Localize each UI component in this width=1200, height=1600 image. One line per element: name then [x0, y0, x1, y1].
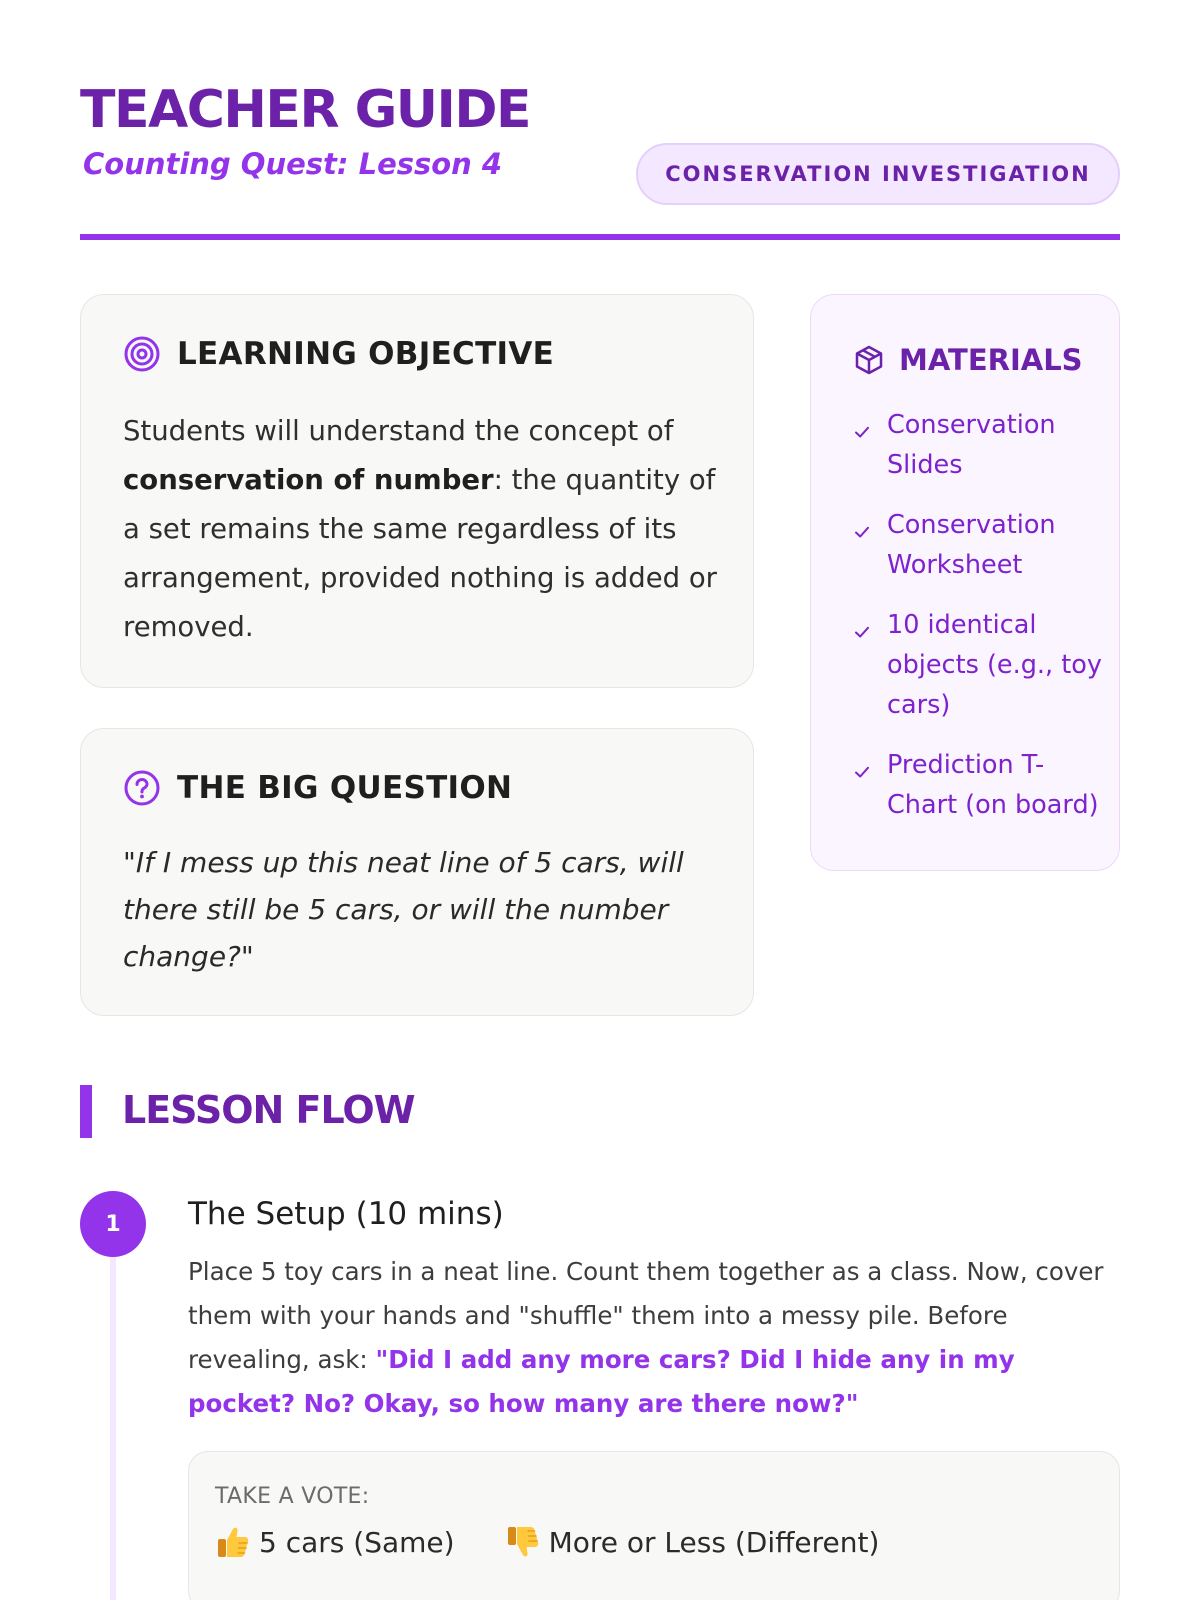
list-item	[853, 405, 1113, 485]
question-icon	[123, 769, 161, 807]
lesson-flow-heading: LESSON FLOW	[122, 1088, 415, 1132]
check-icon	[853, 413, 873, 453]
objective-key-term: conservation of number	[123, 464, 494, 496]
material-label: Conservation Worksheet	[887, 510, 1056, 580]
material-label: 10 identical objects (e.g., toy cars)	[887, 610, 1102, 720]
vote-option-same	[215, 1524, 455, 1560]
vote-box	[188, 1451, 1120, 1600]
objective-text-start: Students will understand the concept of	[123, 415, 674, 447]
vote-option-label: More or Less (Different)	[548, 1525, 880, 1559]
big-question-card	[80, 728, 754, 1016]
vote-option-label: 5 cars (Same)	[259, 1525, 455, 1559]
section-accent-bar	[80, 1085, 92, 1138]
check-icon	[853, 513, 873, 553]
vote-label: TAKE A VOTE:	[215, 1484, 370, 1509]
step-number-badge: 1	[80, 1191, 146, 1257]
check-icon	[853, 753, 873, 793]
lesson-subtitle: Counting Quest: Lesson 4	[83, 147, 503, 181]
materials-card	[810, 294, 1120, 871]
material-label: Conservation Slides	[887, 410, 1056, 480]
materials-header	[853, 343, 1083, 377]
objective-text-end: : the quantity of a set remains the same regardless of its arrangement, provided nothing is added or removed.	[123, 464, 717, 643]
list-item	[853, 505, 1113, 585]
big-question-header	[123, 769, 512, 807]
package-icon	[853, 344, 885, 376]
check-icon	[853, 613, 873, 653]
learning-objective-header	[123, 335, 554, 373]
learning-objective-text	[123, 407, 723, 652]
list-item	[853, 605, 1113, 725]
step-description	[188, 1250, 1120, 1426]
thumbs-up-icon	[215, 1524, 251, 1560]
learning-objective-card	[80, 294, 754, 688]
materials-list	[853, 405, 1113, 845]
big-question-text: "If I mess up this neat line of 5 cars, will there still be 5 cars, or will the number change?"	[123, 846, 684, 973]
target-icon	[123, 335, 161, 373]
topic-badge: CONSERVATION INVESTIGATION	[636, 143, 1120, 205]
big-question-heading: THE BIG QUESTION	[177, 770, 513, 806]
teacher-guide-page	[80, 0, 1120, 1600]
teacher-prompt-quote: "Did I add any more cars? Did I hide any in my pocket? No? Okay, so how many are there now?"	[188, 1345, 1015, 1418]
step-instructions: Place 5 toy cars in a neat line. Count them together as a class. Now, cover them with your hands and "shuffle" them into a messy pile. Before revealing, ask:	[188, 1257, 1104, 1374]
timeline-line	[110, 1250, 116, 1600]
header-divider	[80, 234, 1120, 240]
material-label: Prediction T-Chart (on board)	[887, 750, 1099, 820]
vote-option-different	[505, 1524, 880, 1560]
vote-options	[215, 1524, 929, 1560]
learning-objective-heading: LEARNING OBJECTIVE	[177, 336, 555, 372]
step-title: The Setup (10 mins)	[188, 1196, 504, 1232]
materials-heading: MATERIALS	[899, 343, 1083, 377]
thumbs-down-icon	[505, 1524, 541, 1560]
list-item	[853, 745, 1113, 825]
page-title: TEACHER GUIDE	[80, 80, 531, 140]
